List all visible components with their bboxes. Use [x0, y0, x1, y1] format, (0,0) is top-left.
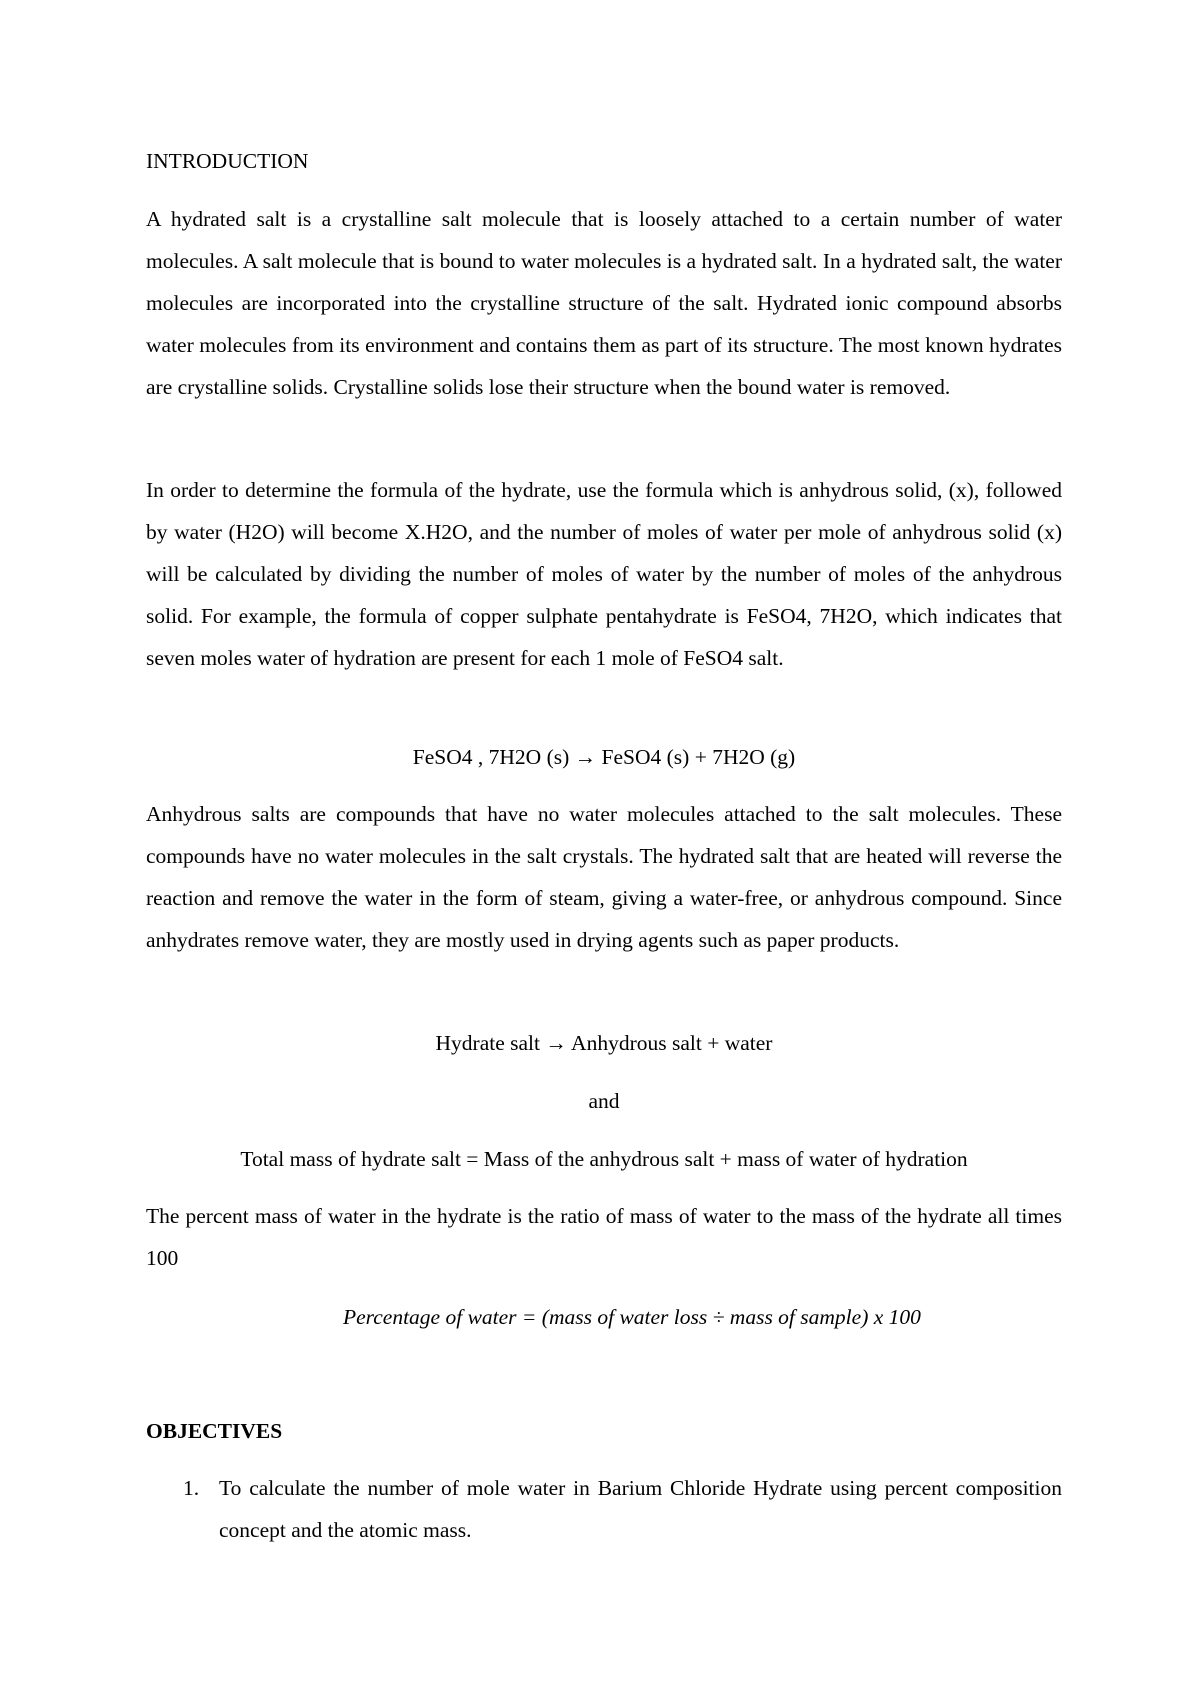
and-connector: and: [588, 1089, 620, 1113]
objective-number: 1.: [183, 1476, 200, 1500]
intro-paragraph-2: In order to determine the formula of the hydrate, use the formula which is anhydrous solid, (x), followed by water (H2O) will become X.H2O, and the number of moles of water per mole of anhydrous solid (x) will be calculated by dividing the number of moles of water by the number of moles of the anhydrous solid. For example, the formula of copper sulphate pentahydrate is FeSO4, 7H2O, which indicates that seven moles water of hydration are present for each 1 mole of FeSO4 salt.: [146, 478, 1062, 670]
equation-percentage-water: Percentage of water = (mass of water loss ÷ mass of sample) x 100: [343, 1305, 921, 1329]
equation-hydration: FeSO4 , 7H2O (s) → FeSO4 (s) + 7H2O (g): [412, 745, 796, 769]
introduction-heading: INTRODUCTION: [146, 149, 309, 173]
equation-hydrate-salt: Hydrate salt → Anhydrous salt + water: [435, 1031, 773, 1055]
objectives-heading: OBJECTIVES: [146, 1419, 283, 1443]
objective-text: To calculate the number of mole water in Barium Chloride Hydrate using percent composition concept and the atomic mass.: [219, 1476, 1062, 1542]
equation-total-mass: Total mass of hydrate salt = Mass of the anhydrous salt + mass of water of hydration: [240, 1147, 968, 1171]
intro-paragraph-1: A hydrated salt is a crystalline salt molecule that is loosely attached to a certain number of water molecules. A salt molecule that is bound to water molecules is a hydrated salt. In a hydrated salt, the water molecules are incorporated into the crystalline structure of the salt. Hydrated ionic compound absorbs water molecules from its environment and contains them as part of its structure. The most known hydrates are crystalline solids. Crystalline solids lose their structure when the bound water is removed.: [146, 207, 1062, 399]
intro-paragraph-3: Anhydrous salts are compounds that have no water molecules attached to the salt molecules. These compounds have no water molecules in the salt crystals. The hydrated salt that are heated will reverse the reaction and remove the water in the form of steam, giving a water-free, or anhydrous compound. Since anhydrates remove water, they are mostly used in drying agents such as paper products.: [146, 802, 1062, 952]
intro-paragraph-4: The percent mass of water in the hydrate is the ratio of mass of water to the mass of the hydrate all times 100: [146, 1204, 1062, 1270]
